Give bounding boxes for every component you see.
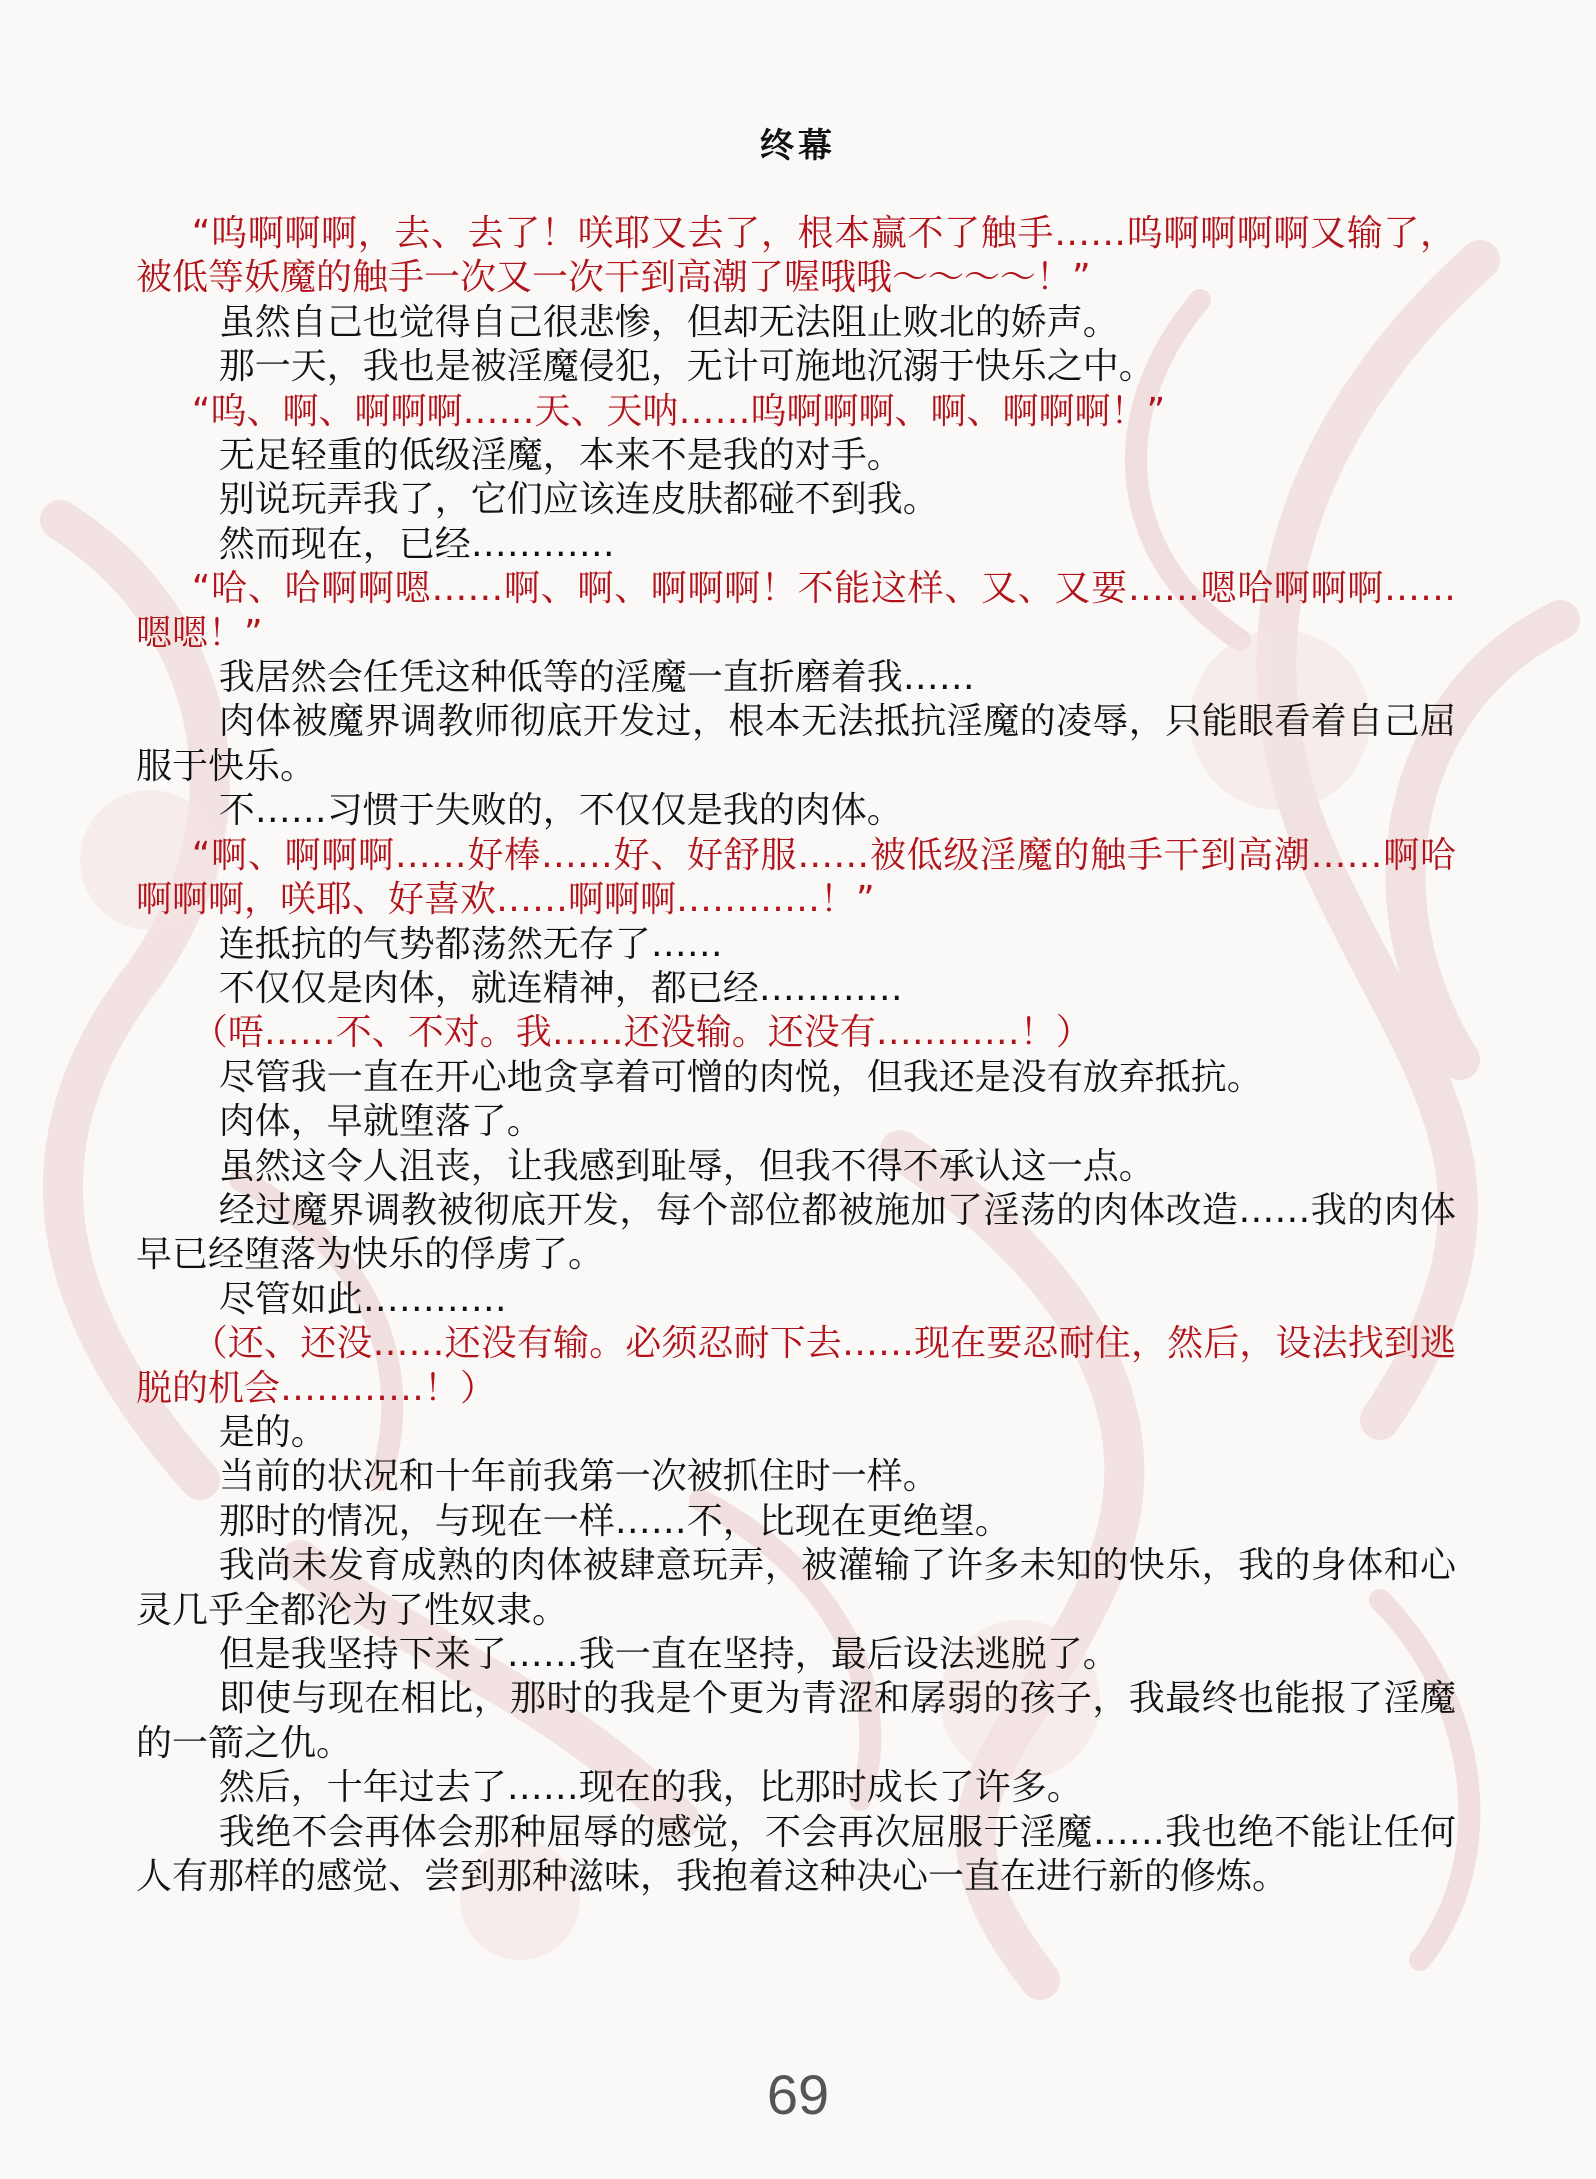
body-text — [136, 212, 1456, 1899]
narration-paragraph: 虽然自己也觉得自己很悲惨，但却无法阻止败北的娇声。 — [218, 301, 1119, 343]
narration-paragraph: 不……习惯于失败的，不仅仅是我的肉体。 — [218, 790, 903, 832]
narration-paragraph: 连抵抗的气势都荡然无存了…… — [218, 923, 723, 965]
narration-paragraph: 肉体，早就堕落了。 — [218, 1101, 543, 1143]
chapter-title: 终幕 — [760, 126, 836, 166]
narration-paragraph: 但是我坚持下来了……我一直在坚持，最后设法逃脱了。 — [218, 1634, 1119, 1675]
narration-paragraph: 是的。 — [218, 1411, 327, 1453]
narration-paragraph: 那时的情况，与现在一样……不，比现在更绝望。 — [218, 1500, 1011, 1542]
narration-paragraph: 我尚未发育成熟的肉体被肆意玩弄，被灌输了许多未知的快乐，我的身体和心灵几乎全都沦为了性奴隶。 — [136, 1545, 1456, 1631]
page-number: 69 — [766, 2063, 830, 2126]
narration-paragraph: 当前的状况和十年前我第一次被抓住时一样。 — [218, 1456, 939, 1498]
dialogue-paragraph: （唔……不、不对。我……还没输。还没有…………！） — [191, 1012, 1092, 1054]
dialogue-paragraph: “呜、啊、啊啊啊……天、天呐……呜啊啊啊、啊、啊啊啊！” — [191, 390, 1166, 432]
narration-paragraph: 虽然这令人沮丧，让我感到耻辱，但我不得不承认这一点。 — [218, 1145, 1155, 1187]
narration-paragraph: 我绝不会再体会那种屈辱的感觉，不会再次屈服于淫魔……我也绝不能让任何人有那样的感觉、尝到那种滋味，我抱着这种决心一直在进行新的修炼。 — [136, 1811, 1456, 1898]
narration-paragraph: 肉体被魔界调教师彻底开发过，根本无法抵抗淫魔的凌辱，只能眼看着自己屈服于快乐。 — [136, 701, 1456, 787]
narration-paragraph: 那一天，我也是被淫魔侵犯，无计可施地沉溺于快乐之中。 — [218, 346, 1155, 388]
dialogue-paragraph: （还、还没……还没有输。必须忍耐下去……现在要忍耐住，然后，设法找到逃脱的机会…………！） — [136, 1323, 1456, 1409]
narration-paragraph: 即使与现在相比，那时的我是个更为青涩和孱弱的孩子，我最终也能报了淫魔的一箭之仇。 — [136, 1678, 1456, 1764]
narration-paragraph: 然后，十年过去了……现在的我，比那时成长了许多。 — [218, 1767, 1083, 1809]
narration-paragraph: 无足轻重的低级淫魔，本来不是我的对手。 — [218, 435, 903, 477]
narration-paragraph: 然而现在，已经………… — [218, 523, 615, 565]
dialogue-paragraph: “哈、哈啊啊嗯……啊、啊、啊啊啊！不能这样、又、又要……嗯哈啊啊啊……嗯嗯！” — [136, 568, 1456, 654]
dialogue-paragraph: “啊、啊啊啊……好棒……好、好舒服……被低级淫魔的触手干到高潮……啊哈啊啊啊，咲耶、好喜欢……啊啊啊…………！” — [136, 834, 1456, 921]
narration-paragraph: 经过魔界调教被彻底开发，每个部位都被施加了淫荡的肉体改造……我的肉体早已经堕落为快乐的俘虏了。 — [136, 1189, 1456, 1276]
dialogue-paragraph: “呜啊啊啊，去、去了！咲耶又去了，根本赢不了触手……呜啊啊啊啊又输了，被低等妖魔的触手一次又一次干到高潮了喔哦哦～～～～！” — [136, 213, 1456, 299]
narration-paragraph: 不仅仅是肉体，就连精神，都已经………… — [218, 967, 903, 1009]
narration-paragraph: 别说玩弄我了，它们应该连皮肤都碰不到我。 — [218, 479, 939, 521]
narration-paragraph: 尽管我一直在开心地贪享着可憎的肉悦，但我还是没有放弃抵抗。 — [218, 1056, 1263, 1098]
narration-paragraph: 我居然会任凭这种低等的淫魔一直折磨着我…… — [218, 657, 975, 699]
narration-paragraph: 尽管如此………… — [218, 1278, 507, 1320]
